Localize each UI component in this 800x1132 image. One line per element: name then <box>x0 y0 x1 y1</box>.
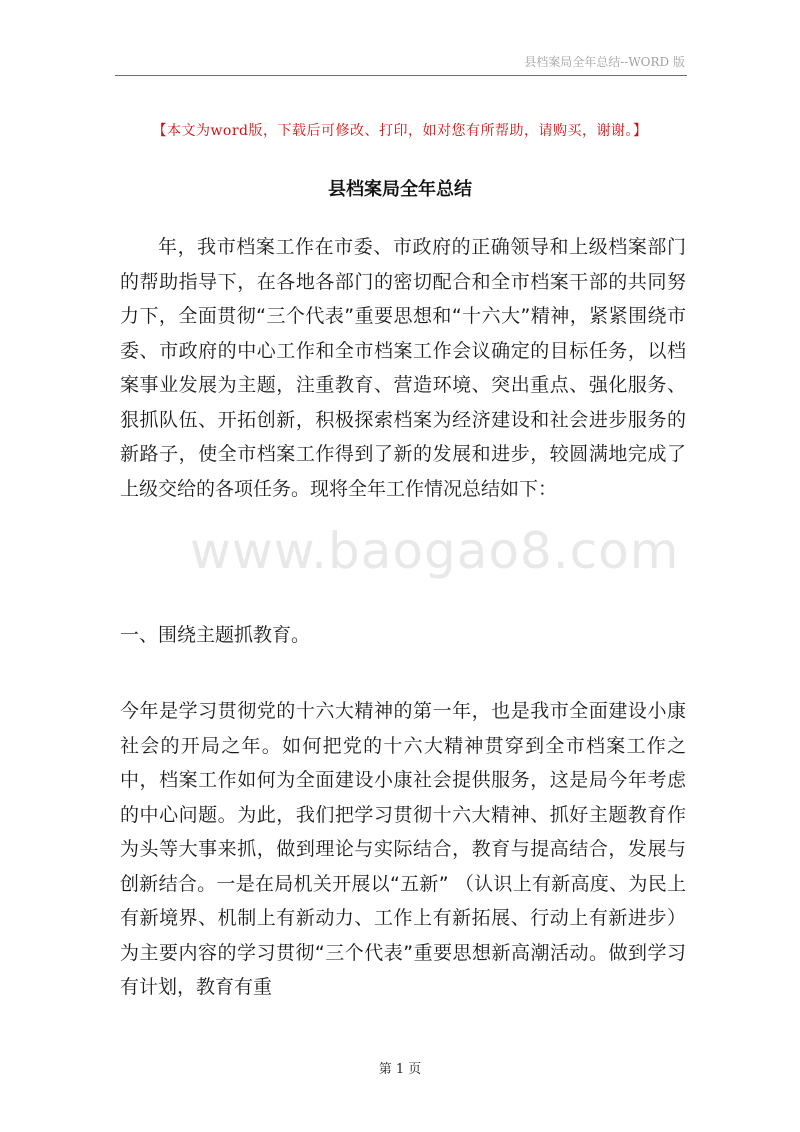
section-heading: 一、围绕主题抓教育。 <box>120 624 311 646</box>
body-paragraph-intro: 年，我市档案工作在市委、市政府的正确领导和上级档案部门的帮助指导下，在各地各部门的密切配合和全市档案干部的共同努力下，全面贯彻“三个代表”重要思想和“十六大”精神，紧紧围绕市委、市政府的中心工作和全市档案工作会议确定的目标任务，以档案事业发展为主题，注重教育、营造环境、突出重点、强化服务、狠抓队伍、开拓创新，积极探索档案为经济建设和社会进步服务的新路子，使全市档案工作得到了新的发展和进步，较圆满地完成了上级交给的各项任务。现将全年工作情况总结如下： <box>120 236 686 500</box>
running-header: 县档案局全年总结--WORD 版 <box>524 55 685 69</box>
document-title: 县档案局全年总结 <box>328 179 472 200</box>
page-number: 第 1 页 <box>378 1062 422 1077</box>
site-watermark: www.baogao8.com <box>190 522 680 580</box>
purchase-notice: 【本文为word版，下载后可修改、打印，如对您有所帮助，请购买，谢谢。】 <box>152 123 648 139</box>
header-divider <box>115 75 687 76</box>
body-paragraph-education: 今年是学习贯彻党的十六大精神的第一年，也是我市全面建设小康社会的开局之年。如何把党的十六大精神贯穿到全市档案工作之中，档案工作如何为全面建设小康社会提供服务，这是局今年考虑的中心问题。为此，我们把学习贯彻十六大精神、抓好主题教育作为头等大事来抓，做到理论与实际结合，教育与提高结合，发展与创新结合。一是在局机关开展以“五新” （认识上有新高度、为民上有新境界、机制上有新动力、工作上有新拓展、行动上有新进步）为主要内容的学习贯彻“三个代表”重要思想新高潮活动。做到学习有计划，教育有重 <box>120 700 686 998</box>
